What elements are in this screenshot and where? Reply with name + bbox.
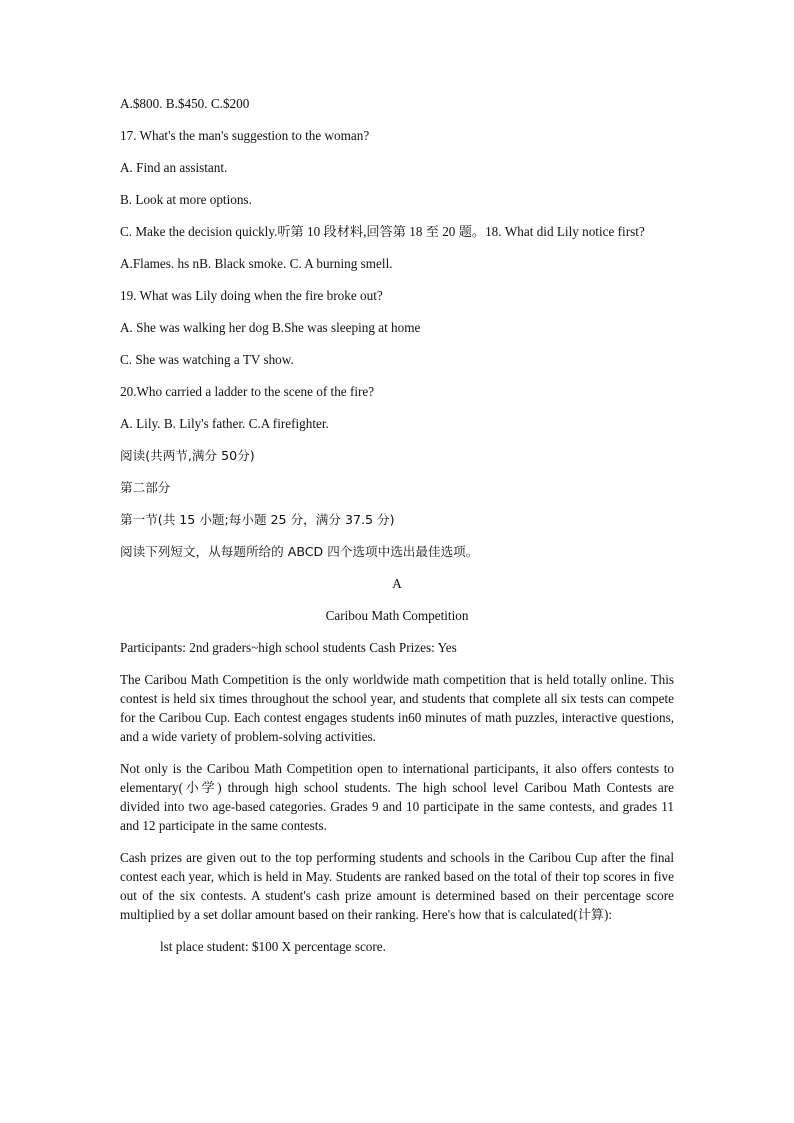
passage-paragraph-3: Cash prizes are given out to the top performing students and schools in the Caribou Cup after the final contest each year, which is held in May. Students are ranked based on the total of their top scores in five out of the six contests. A student's cash prize amount is determined based on their percentage score multiplied by a set dollar amount based on their ranking. Here's how that is calculated(计算):	[120, 850, 674, 922]
section-one-heading: 第一节(共 15 小题;每小题 25 分，满分 37.5 分)	[120, 512, 395, 527]
option-17c-and-question-18: C. Make the decision quickly.听第 10 段材料,回答第 18 至 20 题。18. What did Lily notice first?	[120, 224, 645, 239]
options-19ab: A. She was walking her dog B.She was sleeping at home	[120, 320, 421, 335]
option-19c: C. She was watching a TV show.	[120, 352, 294, 367]
passage-letter: A	[392, 576, 402, 591]
options-20: A. Lily. B. Lily's father. C.A firefighter.	[120, 416, 329, 431]
question-19: 19. What was Lily doing when the fire broke out?	[120, 288, 383, 303]
document-content	[120, 94, 674, 969]
part-two-heading: 第二部分	[120, 480, 171, 495]
question-20: 20.Who carried a ladder to the scene of the fire?	[120, 384, 375, 399]
passage-info: Participants: 2nd graders~high school students Cash Prizes: Yes	[120, 640, 457, 655]
answer-options-16: A.$800. B.$450. C.$200	[120, 96, 250, 111]
option-17b: B. Look at more options.	[120, 192, 252, 207]
passage-title: Caribou Math Competition	[325, 608, 469, 623]
option-17a: A. Find an assistant.	[120, 160, 228, 175]
prize-line: lst place student: $100 X percentage score.	[160, 939, 386, 954]
options-18: A.Flames. hs nB. Black smoke. C. A burning smell.	[120, 256, 393, 271]
passage-paragraph-1: The Caribou Math Competition is the only worldwide math competition that is held totally online. This contest is held six times throughout the school year, and students that complete all six tests can compete for the Caribou Cup. Each contest engages students in60 minutes of math puzzles, interactive questions, and a wide variety of problem-solving activities.	[120, 672, 674, 744]
question-17: 17. What's the man's suggestion to the woman?	[120, 128, 370, 143]
reading-heading: 阅读(共两节,满分 50分)	[120, 448, 255, 463]
passage-paragraph-2: Not only is the Caribou Math Competition open to international participants, it also offers contests to elementary(小学) through high school students. The high school level Caribou Math Contests are divided into two age-based categories. Grades 9 and 10 participate in the same contests, and grades 11 and 12 participate in the same contests.	[120, 761, 674, 833]
reading-instructions: 阅读下列短文，从每题所给的 ABCD 四个选项中选出最佳选项。	[120, 544, 479, 559]
